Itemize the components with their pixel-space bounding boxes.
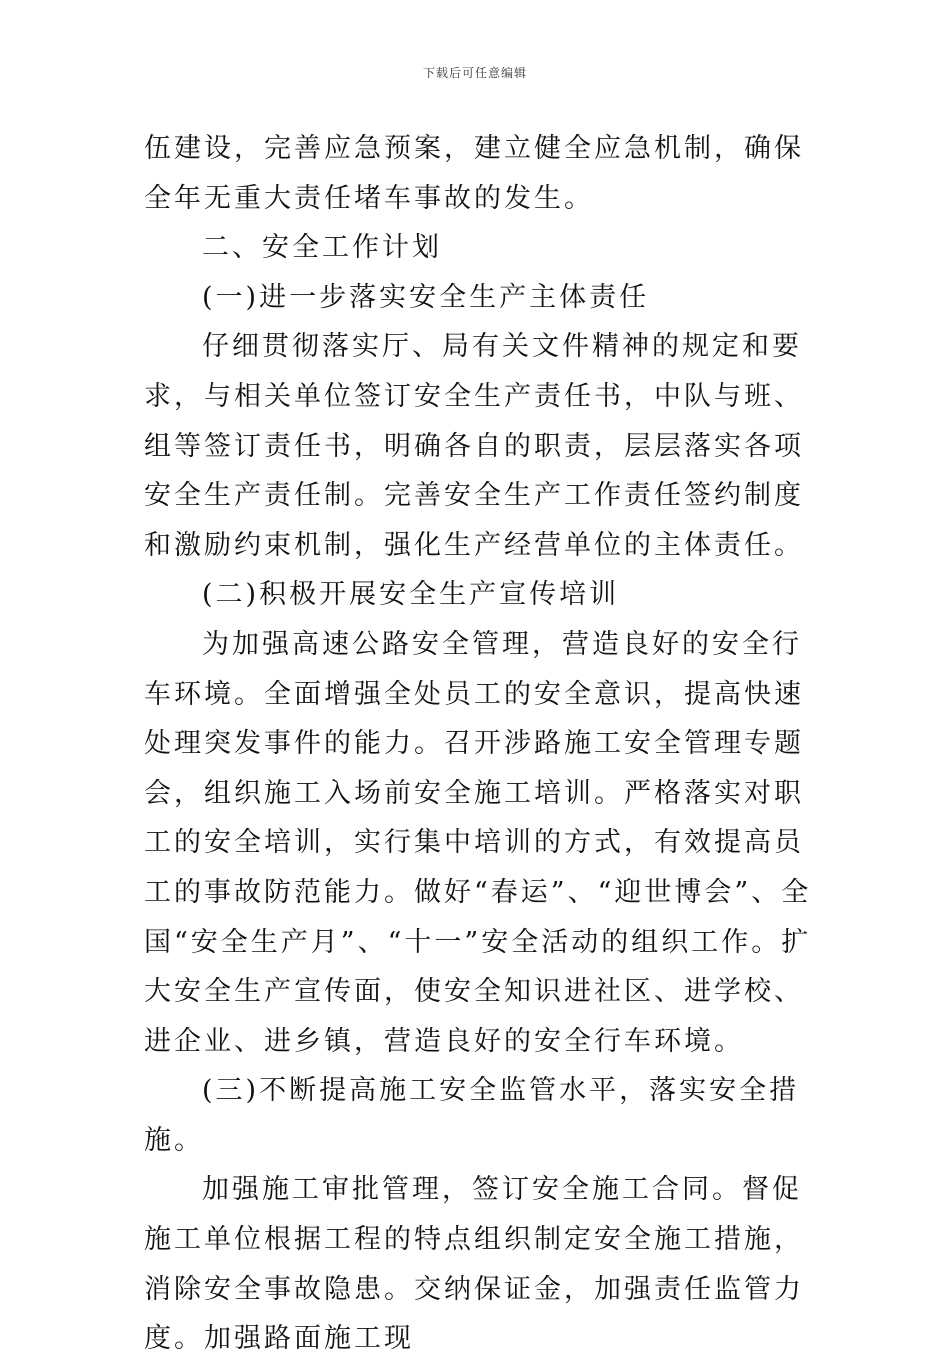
section-heading-2: 二、安全工作计划: [202, 232, 442, 264]
subsection-heading-2: (二)积极开展安全生产宣传培训: [202, 579, 620, 611]
paragraph-3: 为加强高速公路安全管理，营造良好的安全行车环境。全面增强全处员工的安全意识，提高快速处理突发事件的能力。召开涉路施工安全管理专题会，组织施工入场前安全施工培训。严格落实对职工的安全培训，实行集中培训的方式，有效提高员工的事故防范能力。做好“春运”、“迎世博会”、全国“安全生产月”、“十一”安全活动的组织工作。扩大安全生产宣传面，使安全知识进社区、进学校、进企业、进乡镇，营造良好的安全行车环境。: [144, 628, 812, 1057]
page-header: 下载后可任意编辑: [422, 66, 527, 80]
paragraph-1: 伍建设，完善应急预案，建立健全应急机制，确保全年无重大责任堵车事故的发生。: [144, 133, 804, 214]
paragraph-2: 仔细贯彻落实厅、局有关文件精神的规定和要求，与相关单位签订安全生产责任书，中队与班、组等签订责任书，明确各自的职责，层层落实各项安全生产责任制。完善安全生产工作责任签约制度和激励约束机制，强化生产经营单位的主体责任。: [144, 331, 804, 561]
subsection-heading-3: (三)不断提高施工安全监管水平，落实安全措施。: [144, 1075, 800, 1156]
paragraph-4: 加强施工审批管理，签订安全施工合同。督促施工单位根据工程的特点组织制定安全施工措施，消除安全事故隐患。交纳保证金，加强责任监管力度。加强路面施工现: [144, 1174, 804, 1355]
document-body: [144, 124, 816, 1364]
subsection-heading-1: (一)进一步落实安全生产主体责任: [202, 281, 650, 313]
